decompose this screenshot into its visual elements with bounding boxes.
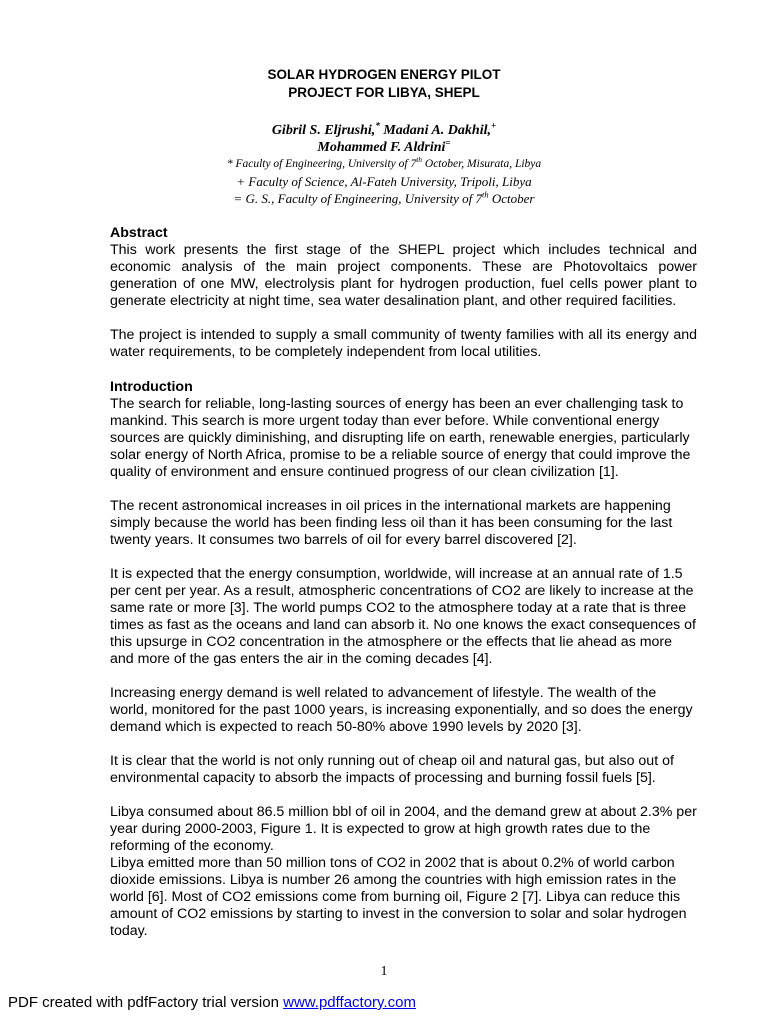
pdffactory-link[interactable]: www.pdffactory.com: [283, 994, 416, 1011]
title-line-1: SOLAR HYDROGEN ENERGY PILOT: [267, 67, 501, 82]
author-line-2: [0, 139, 768, 156]
author-1: Gibril S. Eljrushi,: [271, 123, 376, 138]
abstract-heading: Abstract: [110, 225, 168, 241]
affiliation-3: = G. S., Faculty of Engineering, University of 7th October: [233, 189, 535, 206]
intro-paragraph-3: It is expected that the energy consumption, worldwide, will increase at an annual rate of 1.5 per cent per year. As a result, atmospheric concentrations of CO2 are likely to increase at the same rate or more [3]. The world pumps CO2 to the atmosphere today at a rate that is three times as fast as the oceans and land can absorb it. No one knows the exact consequences of this upsurge in CO2 concentration in the atmosphere or the effects that lie ahead as more and more of the gas enters the air in the coming decades [4].: [110, 566, 696, 667]
page-number: 1: [380, 964, 388, 979]
intro-paragraph-4: Increasing energy demand is well related to advancement of lifestyle. The wealth of the world, monitored for the past 1000 years, is increasing exponentially, and so does the energy demand which is expected to reach 50-80% above 1990 levels by 2020 [3].: [110, 685, 693, 735]
intro-paragraph-1: The search for reliable, long-lasting sources of energy has been an ever challenging task to mankind. This search is more urgent today than ever before. While conventional energy sources are quickly diminishing, and disrupting life on earth, renewable energies, particularly solar energy of North Africa, promise to be a reliable source of energy that could improve the quality of environment and ensure continued progress of our clean civilization [1].: [110, 396, 691, 480]
author-1-mark: *: [375, 120, 380, 131]
affiliation-2: + Faculty of Science, Al-Fateh University, Tripoli, Libya: [236, 174, 532, 189]
intro-paragraph-5: It is clear that the world is not only running out of cheap oil and natural gas, but also out of environmental capacity to absorb the impacts of processing and burning fossil fuels [5].: [110, 753, 674, 786]
paper-title: [0, 66, 768, 102]
author-line-1: [0, 122, 768, 139]
footer-text: PDF created with pdfFactory trial version: [8, 994, 284, 1011]
author-2-mark: +: [490, 120, 497, 131]
intro-paragraph-7: Libya emitted more than 50 million tons of CO2 in 2002 that is about 0.2% of world carbon dioxide emissions. Libya is number 26 among the countries with high emission rates in the world [6]. Most of CO2 emissions come from burning oil, Figure 2 [7]. Libya can reduce this amount of CO2 emissions by starting to invest in the conversion to solar and solar hydrogen today.: [110, 855, 687, 939]
affiliation-1: * Faculty of Engineering, University of 7th October, Misurata, Libya: [226, 155, 542, 170]
abstract-paragraph-1: This work presents the first stage of the SHEPL project which includes technical and economic analysis of the main project components. These are Photovoltaics power generation of one MW, electrolysis plant for hydrogen production, fuel cells power plant to generate electricity at night time, sea water desalination plant, and other required facilities.: [110, 242, 697, 309]
author-3-mark: =: [445, 137, 451, 148]
pdf-footer: [8, 994, 416, 1012]
title-line-2: PROJECT FOR LIBYA, SHEPL: [288, 85, 480, 100]
introduction-heading: Introduction: [110, 379, 193, 395]
abstract-paragraph-2: The project is intended to supply a small community of twenty families with all its energy and water requirements, to be completely independent from local utilities.: [110, 327, 697, 360]
intro-paragraph-2: The recent astronomical increases in oil prices in the international markets are happening simply because the world has been finding less oil than it has been consuming for the last twenty years. It consumes two barrels of oil for every barrel discovered [2].: [110, 498, 673, 548]
author-3: Mohammed F. Aldrini: [317, 140, 446, 155]
author-2: Madani A. Dakhil,: [379, 123, 491, 138]
intro-paragraph-6: Libya consumed about 86.5 million bbl of oil in 2004, and the demand grew at about 2.3% per year during 2000-2003, Figure 1. It is expected to grow at high growth rates due to the reforming of the economy.: [110, 804, 697, 854]
